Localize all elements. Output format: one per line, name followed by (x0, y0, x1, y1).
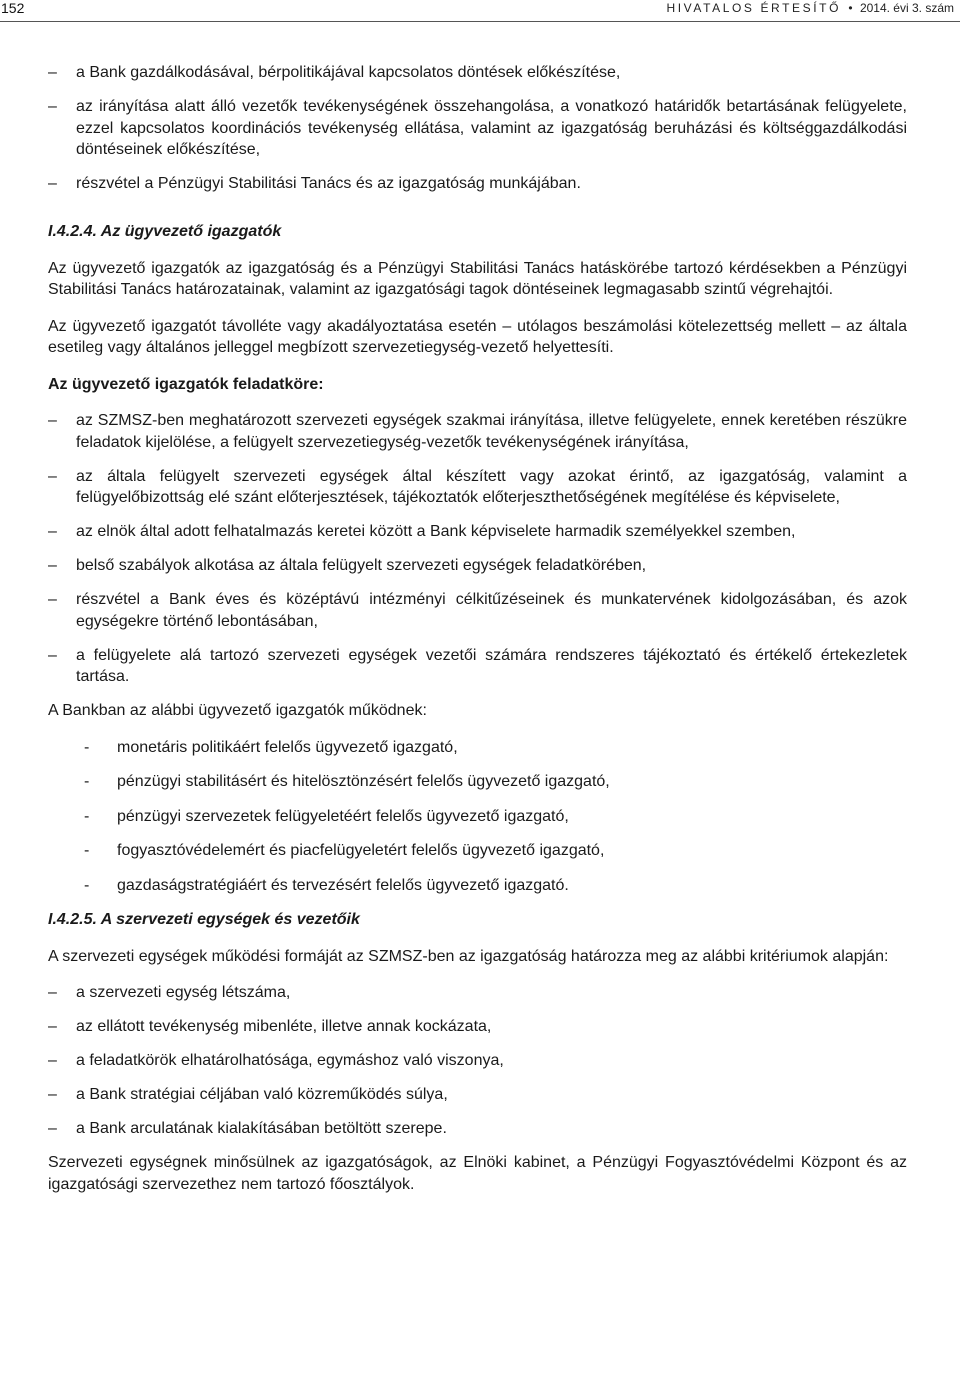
list-item: – az ellátott tevékenység mibenléte, illetve annak kockázata, (48, 1018, 492, 1035)
duties-heading: Az ügyvezető igazgatók feladatköre: (48, 375, 324, 393)
list-item: - pénzügyi szervezetek felügyeletéért felelős ügyvezető igazgató, (84, 807, 569, 825)
list-item: – a Bank gazdálkodásával, bérpolitikájával kapcsolatos döntések előkészítése, (48, 64, 621, 81)
list-item: – belső szabályok alkotása az általa felügyelt szervezeti egységek feladatkörében, (48, 557, 647, 574)
list-item: – a feladatkörök elhatárolhatósága, egymáshoz való viszonya, (48, 1052, 504, 1069)
page-number: 152 (1, 0, 25, 16)
list-item: – a Bank arculatának kialakításában betöltött szerepe. (48, 1120, 447, 1137)
list-item: – az irányítása alatt álló vezetők tevékenységének összehangolása, a vonatkozó határidők betartásának felügyelete, ezzel kapcsolatos koordinációs tevékenység ellátása, valamint az igazgatóság beruházási és költséggazdálkodási döntéseinek előkészítése, (48, 98, 907, 158)
header-divider (0, 21, 960, 22)
document-body (48, 62, 907, 1210)
directors-list (48, 737, 907, 897)
intro-list (48, 62, 907, 195)
directors-intro: A Bankban az alábbi ügyvezető igazgatók működnek: (48, 702, 427, 719)
bullet-separator: • (848, 1, 853, 15)
list-item: - monetáris politikáért felelős ügyvezető igazgató, (84, 738, 458, 756)
list-item: – az általa felügyelt szervezeti egységek által készített vagy azokat érintő, az igazgatóság, valamint a felügyelőbizottság elé szánt előterjesztések, tájékoztatók előterjeszthetőségének megítélése és képviselete, (48, 467, 907, 506)
list-item: – a felügyelete alá tartozó szervezeti egységek vezetői számára rendszeres tájékoztató és értékelő értekezletek tartása. (48, 646, 907, 685)
criteria-list (48, 982, 907, 1140)
paragraph: Az ügyvezető igazgatók az igazgatóság és a Pénzügyi Stabilitási Tanács hatáskörébe tartozó kérdésekben a Pénzügyi Stabilitási Tanács határozatainak, valamint az igazgatósági tagok döntéseinek legmagasabb szintű végrehajtói. (48, 259, 907, 298)
list-item: – részvétel a Bank éves és középtávú intézményi célkitűzéseinek és munkatervének kidolgozásában, és azok egységekre történő lebontásában, (48, 591, 907, 630)
journal-title: HIVATALOS ÉRTESÍTŐ (666, 1, 842, 15)
list-item: - gazdaságstratégiáért és tervezésért felelős ügyvezető igazgató. (84, 876, 569, 894)
section-heading-424: I.4.2.4. Az ügyvezető igazgatók (48, 223, 282, 240)
list-item: - pénzügyi stabilitásért és hitelösztönzésért felelős ügyvezető igazgató, (84, 773, 610, 790)
list-item: – az SZMSZ-ben meghatározott szervezeti egységek szakmai irányítása, illetve felügyelete, ennek keretében részükre feladatok kijelölése, a felügyelt szervezetiegység-vezetők tevékenységének irányítása, (48, 412, 907, 451)
list-item: – részvétel a Pénzügyi Stabilitási Tanács és az igazgatóság munkájában. (48, 175, 581, 192)
page-header (0, 0, 960, 22)
paragraph: Szervezeti egységnek minősülnek az igazgatóságok, az Elnöki kabinet, a Pénzügyi Fogyasztóvédelmi Központ és az igazgatósági szervezethez nem tartozó főosztályok. (48, 1154, 907, 1193)
list-item: – az elnök által adott felhatalmazás keretei között a Bank képviselete harmadik személyekkel szemben, (48, 523, 796, 540)
journal-info (666, 1, 954, 15)
list-item: – a szervezeti egység létszáma, (48, 984, 291, 1001)
section-heading-425: I.4.2.5. A szervezeti egységek és vezetőik (48, 911, 360, 928)
issue-label: 2014. évi 3. szám (859, 1, 954, 15)
paragraph: Az ügyvezető igazgatót távolléte vagy akadályoztatása esetén – utólagos beszámolási kötelezettség mellett – az általa esetileg vagy általános jelleggel megbízott szervezetiegység-vezető helyettesíti. (48, 317, 907, 356)
list-item: - fogyasztóvédelemért és piacfelügyeletért felelős ügyvezető igazgató, (84, 842, 605, 859)
paragraph: A szervezeti egységek működési formáját az SZMSZ-ben az igazgatóság határozza meg az alábbi kritériumok alapján: (48, 947, 889, 965)
duties-list (48, 410, 907, 688)
list-item: – a Bank stratégiai céljában való közreműködés súlya, (48, 1086, 448, 1103)
